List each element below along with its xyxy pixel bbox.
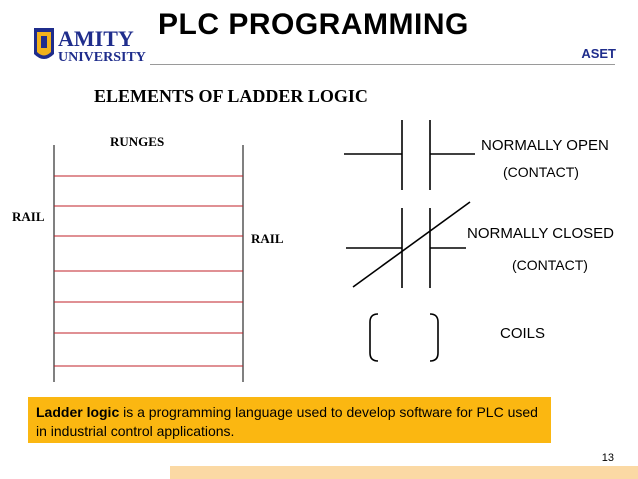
coil-symbol bbox=[370, 314, 438, 361]
normally-closed-label: NORMALLY CLOSED bbox=[467, 225, 614, 242]
logo-name: AMITY bbox=[58, 26, 134, 51]
normally-closed-symbol bbox=[346, 202, 470, 288]
note-bold: Ladder logic bbox=[36, 404, 120, 420]
definition-note bbox=[28, 397, 551, 443]
note-text: is a programming language used to develop software for PLC used in industrial control applications. bbox=[36, 404, 538, 439]
normally-open-label: NORMALLY OPEN bbox=[481, 137, 609, 154]
logo-sub: UNIVERSITY bbox=[58, 50, 146, 65]
normally-open-sub: (CONTACT) bbox=[503, 164, 579, 180]
page-number: 13 bbox=[601, 452, 614, 464]
right-rail-label: RAIL bbox=[251, 231, 284, 246]
aset-label: ASET bbox=[581, 46, 616, 61]
normally-closed-sub: (CONTACT) bbox=[512, 257, 588, 273]
page-title: PLC PROGRAMMING bbox=[158, 8, 469, 41]
footer-bar bbox=[170, 466, 638, 479]
section-heading: ELEMENTS OF LADDER LOGIC bbox=[94, 86, 368, 106]
left-rail-label: RAIL bbox=[12, 209, 45, 224]
coils-label: COILS bbox=[500, 325, 546, 342]
runges-label: RUNGES bbox=[110, 134, 165, 149]
normally-open-symbol bbox=[344, 120, 475, 190]
